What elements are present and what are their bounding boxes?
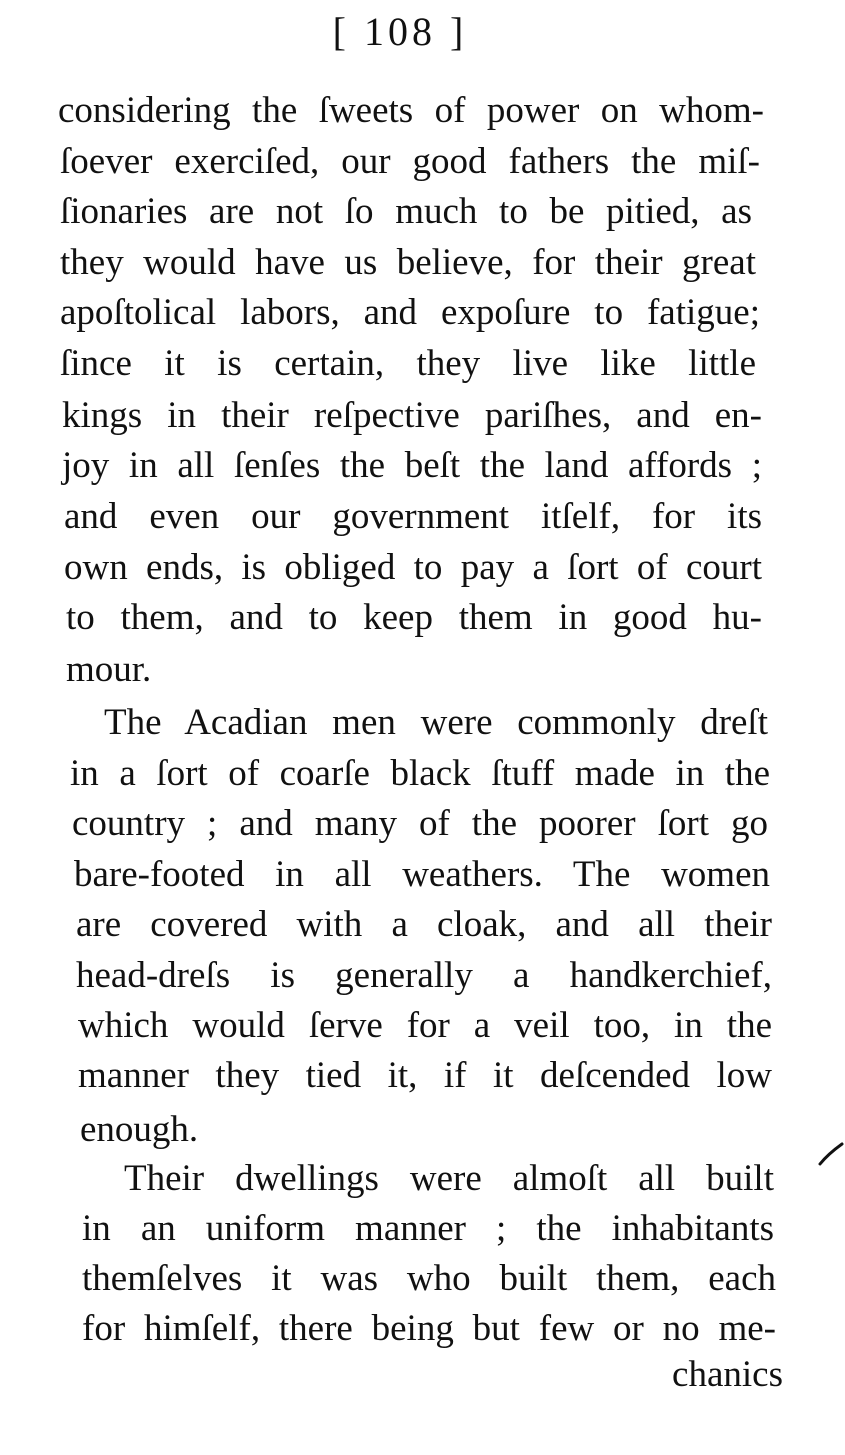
text-line-11: to them, and to keep them in good hu- <box>66 597 762 638</box>
text-line-4: they would have us believe, for their great <box>60 242 756 283</box>
text-line-22: Their dwellings were almoſt all built <box>124 1158 774 1199</box>
page-number: [ 108 ] <box>332 9 468 54</box>
text-line-18: head-dreſs is generally a handkerchief, <box>76 955 772 996</box>
text-line-7: kings in their reſpective pariſhes, and en- <box>62 395 762 436</box>
text-line-9: and even our government itſelf, for its <box>64 496 762 537</box>
text-line-12: mour. <box>66 649 152 690</box>
text-line-20: manner they tied it, if it deſcended low <box>78 1055 772 1096</box>
text-line-24: themſelves it was who built them, each <box>82 1258 776 1299</box>
text-line-25: for himſelf, there being but few or no me- <box>82 1308 776 1349</box>
text-line-19: which would ſerve for a veil too, in the <box>78 1005 772 1046</box>
text-line-1: considering the ſweets of power on whom- <box>58 90 764 131</box>
text-line-5: apoſtolical labors, and expoſure to fatigue; <box>60 292 760 333</box>
text-line-13: The Acadian men were commonly dreſt <box>104 702 768 743</box>
text-line-6: ſince it is certain, they live like little <box>60 343 756 384</box>
catchword: chanics <box>672 1354 783 1395</box>
text-line-15: country ; and many of the poorer ſort go <box>72 803 768 844</box>
pen-mark-icon <box>818 1140 844 1168</box>
text-line-8: joy in all ſenſes the beſt the land affords ; <box>62 445 762 486</box>
text-line-14: in a ſort of coarſe black ſtuff made in the <box>70 753 770 794</box>
text-line-17: are covered with a cloak, and all their <box>76 904 772 945</box>
text-line-10: own ends, is obliged to pay a ſort of court <box>64 547 762 588</box>
text-line-23: in an uniform manner ; the inhabitants <box>82 1208 774 1249</box>
text-line-2: ſoever exerciſed, our good fathers the miſ- <box>60 141 760 182</box>
text-line-3: ſionaries are not ſo much to be pitied, as <box>60 191 752 232</box>
text-line-21: enough. <box>80 1109 199 1150</box>
text-line-16: bare-footed in all weathers. The women <box>74 854 770 895</box>
